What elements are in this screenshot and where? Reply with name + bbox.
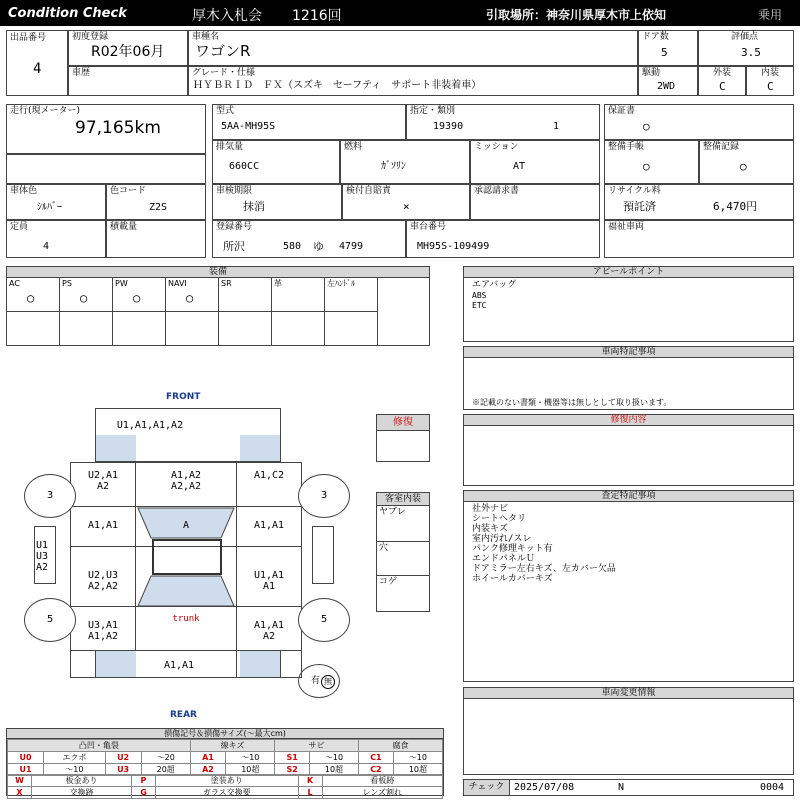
- tire-right-rear: [298, 598, 350, 642]
- mission-box: [470, 140, 600, 184]
- header-title: Condition Check: [8, 6, 127, 21]
- score-box: [698, 30, 794, 66]
- fuel-box: [340, 140, 470, 184]
- plate-number: 4799: [339, 241, 364, 252]
- repair-history-title: 修復: [377, 415, 429, 431]
- cc-label: 排気量: [216, 142, 244, 152]
- warranty-label: 保証書: [608, 106, 636, 116]
- equipment-mark: ○: [133, 291, 141, 305]
- assessment-panel: [463, 490, 794, 682]
- legend-code: A1: [190, 752, 226, 764]
- capacity-value: 4: [43, 241, 50, 252]
- recycle-status: 預託済: [623, 200, 656, 213]
- spare-tire-yes: 有: [311, 676, 321, 686]
- color-box: [6, 184, 106, 220]
- equipment-col-3: [166, 278, 219, 312]
- legend-meaning: 10超: [226, 764, 275, 776]
- load-label: 積載量: [110, 222, 138, 232]
- appeal-line-1: エアバッグ: [472, 280, 517, 290]
- damage-left-front-door: A1,A1: [87, 520, 119, 531]
- plate-box: [212, 220, 406, 258]
- name-box: [188, 30, 638, 66]
- name-label: 車種名: [192, 32, 220, 42]
- header-bar: [0, 0, 800, 26]
- spare-tire: [298, 664, 340, 698]
- equipment-label: PS: [62, 279, 72, 288]
- equipment-label: 左ﾊﾝﾄﾞﾙ: [327, 279, 355, 288]
- recycle-label: リサイクル料: [608, 186, 661, 196]
- welfare-label: 福祉車両: [608, 222, 645, 232]
- first-registration: R02年06月: [91, 44, 165, 60]
- tire-left-front: [24, 474, 76, 518]
- fuel-value: ｶﾞｿﾘﾝ: [381, 161, 406, 172]
- check-label: チェック: [464, 780, 510, 795]
- equipment-extra-cell: [325, 312, 378, 345]
- legend-meaning: 板金あり: [32, 775, 132, 787]
- legend-code: U1: [8, 764, 44, 776]
- legend-meaning: エクボ: [44, 752, 105, 764]
- lot-box: [6, 30, 68, 96]
- check-footer: [463, 779, 794, 796]
- legend-code: S2: [275, 764, 310, 776]
- headlight-left: [96, 435, 136, 461]
- pickup-location: 引取場所：神奈川県厚木市上依知: [486, 8, 667, 22]
- damage-side-mirror: U1 U3 A2: [36, 540, 49, 573]
- tire-left-rear: [24, 598, 76, 642]
- liability-box: [342, 184, 470, 220]
- model-box: [212, 104, 406, 140]
- legend-meaning: 看板跡: [322, 775, 442, 787]
- assessment-title: 査定特記事項: [464, 491, 793, 502]
- equipment-mark: ○: [186, 291, 194, 305]
- tire-left-rear-value: 5: [46, 614, 54, 625]
- mileage-box: [6, 104, 206, 154]
- roof-panel-box: [152, 539, 222, 575]
- equipment-col-6: [325, 278, 378, 312]
- damage-diagram: [0, 388, 370, 723]
- welfare-box: [604, 220, 794, 258]
- colorcode-label: 色コード: [110, 186, 147, 196]
- assessment-line: 内装キズ: [472, 524, 508, 534]
- equipment-extra-cell: [113, 312, 166, 345]
- record-label: 整備記録: [703, 142, 740, 152]
- colorcode-value: Z2S: [149, 202, 168, 213]
- equipment-title: 装備: [7, 267, 429, 278]
- auction-name: 厚木入札会: [192, 8, 262, 24]
- legend-title: 損傷記号＆損傷サイズ(〜最大cm): [7, 729, 443, 739]
- special-title: 車両特記事項: [464, 347, 793, 358]
- mileage-value: 97,165km: [75, 118, 161, 138]
- chassis-box: [406, 220, 600, 258]
- manual-value: ○: [643, 160, 650, 173]
- drive-label: 駆動: [642, 68, 661, 78]
- rear-label: REAR: [170, 710, 197, 720]
- drive-box: [638, 66, 698, 96]
- plate-kana: ゆ: [313, 240, 324, 253]
- interior-label: 内装: [761, 68, 780, 78]
- repair-content-panel: [463, 414, 794, 486]
- equipment-label: SR: [221, 279, 232, 288]
- inspection-label: 車検期限: [216, 186, 253, 196]
- assessment-line: エンドパネルＵ: [472, 554, 535, 564]
- assessment-line: パンク修理キット有: [472, 544, 553, 554]
- manual-box: [604, 140, 699, 184]
- capacity-label: 定員: [10, 222, 29, 232]
- model-label: 型式: [216, 106, 235, 116]
- damage-left-rear-door: U2,U3 A2,A2: [87, 570, 119, 592]
- damage-right-fender: A1,C2: [253, 470, 285, 481]
- special-note: ※記載のない書類・機器等は無しとして取り扱います。: [472, 398, 672, 407]
- model-value: 5AA-MH95S: [221, 121, 276, 132]
- equipment-mark: ○: [80, 291, 88, 305]
- special-notes-panel: [463, 346, 794, 410]
- legend-meaning: 20超: [141, 764, 190, 776]
- record-box: [699, 140, 794, 184]
- score-label: 評価点: [731, 32, 759, 42]
- appeal-panel: [463, 266, 794, 342]
- damage-left-quarter: U3,A1 A1,A2: [87, 620, 119, 642]
- damage-right-front-door: A1,A1: [253, 520, 285, 531]
- equipment-col-0: [7, 278, 60, 312]
- interior-grade: C: [767, 80, 774, 93]
- manual-label: 整備手帳: [608, 142, 645, 152]
- inspector: N: [618, 782, 625, 793]
- assessment-line: ドアミラー左右キズ、左カバー欠品: [472, 564, 616, 574]
- legend-code: K: [298, 775, 322, 787]
- repair-content-title: 修復内容: [464, 415, 793, 426]
- approval-label: 承認請求書: [474, 186, 520, 196]
- interior-row-tear: [377, 506, 429, 542]
- taillight-left: [96, 651, 136, 677]
- trunk-label: trunk: [172, 614, 200, 624]
- appeal-line-3: ETC: [472, 301, 487, 310]
- interior-box: [746, 66, 794, 96]
- legend-meaning: 〜10: [393, 752, 442, 764]
- vehicle-name: ワゴンR: [195, 42, 251, 60]
- recycle-fee: 6,470円: [713, 200, 758, 213]
- repair-history-box: [376, 414, 430, 462]
- tire-right-front: [298, 474, 350, 518]
- spec-value: 19390: [433, 121, 464, 132]
- liability-value: ×: [403, 200, 410, 213]
- legend-code: C1: [359, 752, 394, 764]
- appeal-title: アピールポイント: [464, 267, 793, 278]
- damage-left-fender: U2,A1 A2: [87, 470, 119, 492]
- plate-class: 580: [283, 241, 302, 252]
- damage-rear-panel: A1,A1: [163, 660, 195, 671]
- assessment-line: シートヘタリ: [472, 514, 527, 524]
- legend-code: C2: [359, 764, 394, 776]
- legend-group-dent: 凸凹・亀裂: [8, 740, 191, 752]
- plate-label: 登録番号: [216, 222, 253, 232]
- equipment-extra-cell: [7, 312, 60, 345]
- equipment-extra-cell: [272, 312, 325, 345]
- color-label: 車体色: [10, 186, 38, 196]
- equipment-extra-cell: [219, 312, 272, 345]
- tire-left-front-value: 3: [46, 490, 54, 501]
- mileage-extra-box: [6, 154, 206, 184]
- equipment-col-4: [219, 278, 272, 312]
- change-info-panel: [463, 687, 794, 775]
- lot-number: 4: [33, 61, 42, 77]
- equipment-label: PW: [115, 279, 128, 288]
- damage-roof-front: A1,A2 A2,A2: [170, 470, 202, 492]
- legend-meaning: 〜10: [44, 764, 105, 776]
- colorcode-box: [106, 184, 206, 220]
- legend-meaning: 10超: [309, 764, 358, 776]
- grade-value: ＨＹＢＲＩＤ ＦＸ（スズキ セーフティ サポート非装着車）: [193, 80, 482, 91]
- interior-item-burn: コゲ: [379, 577, 398, 587]
- legend-meaning: 塗装あり: [155, 775, 298, 787]
- legend-meaning: 10超: [393, 764, 442, 776]
- assessment-line: 室内汚れ/スレ: [472, 534, 532, 544]
- approval-box: [470, 184, 600, 220]
- grade-box: [188, 66, 638, 96]
- equipment-extra-cell: [60, 312, 113, 345]
- doors-box: [638, 30, 698, 66]
- tire-right-rear-value: 5: [320, 614, 328, 625]
- inspection-box: [212, 184, 342, 220]
- history-box: [68, 66, 188, 96]
- right-mirror-box: [312, 526, 334, 584]
- equipment-col-2: [113, 278, 166, 312]
- legend-code: P: [131, 775, 155, 787]
- equipment-label: AC: [9, 279, 20, 288]
- interior-damage-box: [376, 492, 430, 612]
- fuel-label: 燃料: [344, 142, 363, 152]
- interior-title: 客室内装: [377, 493, 429, 506]
- cc-value: 660CC: [229, 161, 260, 172]
- legend-group-scratch: 線キズ: [190, 740, 275, 752]
- cc-box: [212, 140, 340, 184]
- appeal-line-2: ABS: [472, 291, 487, 300]
- interior-item-hole: 穴: [379, 543, 389, 553]
- legend-code: X: [8, 787, 32, 799]
- legend-code: W: [8, 775, 32, 787]
- damage-right-rear-door: U1,A1 A1: [253, 570, 285, 592]
- legend-code: L: [298, 787, 322, 799]
- spec-label: 指定・類別: [410, 106, 456, 116]
- reg-box: [68, 30, 188, 66]
- doors-value: 5: [661, 46, 668, 59]
- reg-label: 初度登録: [72, 32, 109, 42]
- load-box: [106, 220, 206, 258]
- damage-hood: U1,A1,A1,A2: [116, 420, 184, 431]
- legend-meaning: 交換跡: [32, 787, 132, 799]
- class-value: 1: [553, 121, 560, 132]
- legend-meaning: レンズ割れ: [322, 787, 442, 799]
- color-value: ｼﾙﾊﾞｰ: [37, 202, 62, 213]
- plate-area: 所沢: [223, 240, 245, 253]
- damage-legend: [6, 728, 444, 796]
- exterior-label: 外装: [713, 68, 732, 78]
- exterior-box: [698, 66, 746, 96]
- vehicle-type: 乗用: [758, 8, 783, 22]
- equipment-label: 革: [274, 279, 282, 288]
- equipment-col-1: [60, 278, 113, 312]
- history-label: 車歴: [72, 68, 91, 78]
- damage-roof: A: [182, 520, 190, 531]
- exterior-grade: C: [719, 80, 726, 93]
- legend-code: U3: [105, 764, 141, 776]
- drive-value: 2WD: [657, 81, 676, 92]
- liability-label: 検付自賠責: [346, 186, 392, 196]
- check-date: 2025/07/08: [514, 782, 575, 793]
- legend-meaning: ガラス交換要: [155, 787, 298, 799]
- equipment-mark: ○: [27, 291, 35, 305]
- recycle-box: [604, 184, 794, 220]
- legend-code: U2: [105, 752, 141, 764]
- equipment-extra-cell: [166, 312, 219, 345]
- legend-group-corrosion: 腐食: [359, 740, 443, 752]
- assessment-line: 社外ナビ: [472, 504, 509, 514]
- chassis-value: MH95S-109499: [417, 241, 490, 252]
- interior-row-hole: [377, 542, 429, 576]
- doors-label: ドア数: [642, 32, 669, 42]
- legend-code: S1: [275, 752, 310, 764]
- spare-tire-no: 無: [321, 675, 335, 689]
- capacity-box: [6, 220, 106, 258]
- mileage-label: 走行(現メーター): [10, 106, 81, 116]
- equipment-col-5: [272, 278, 325, 312]
- score-value: 3.5: [741, 46, 761, 59]
- legend-meaning: 〜20: [141, 752, 190, 764]
- inspection-value: 抹消: [243, 200, 265, 213]
- sheet-number: 0004: [760, 782, 785, 793]
- legend-meaning: 〜10: [226, 752, 275, 764]
- mission-value: AT: [513, 161, 526, 172]
- legend-table-2: [7, 774, 443, 799]
- headlight-right: [240, 435, 280, 461]
- session-number: 1216回: [292, 8, 342, 24]
- legend-meaning: 〜10: [309, 752, 358, 764]
- interior-row-burn: [377, 576, 429, 611]
- legend-code: A2: [190, 764, 226, 776]
- assessment-line: ホイールカバーキズ: [472, 574, 553, 584]
- grade-label: グレード・仕様: [192, 68, 256, 78]
- legend-table: [7, 739, 443, 776]
- legend-group-rust: サビ: [275, 740, 359, 752]
- interior-item-tear: ヤブレ: [379, 507, 406, 517]
- change-title: 車両変更情報: [464, 688, 793, 699]
- lot-label: 出品番号: [10, 33, 47, 43]
- warranty-value: ○: [643, 120, 650, 133]
- equipment-table: [6, 266, 430, 346]
- spec-box: [406, 104, 600, 140]
- front-label: FRONT: [166, 392, 201, 402]
- tire-right-front-value: 3: [320, 490, 328, 501]
- record-value: ○: [740, 160, 747, 173]
- warranty-box: [604, 104, 794, 140]
- damage-right-quarter: A1,A1 A2: [253, 620, 285, 642]
- equipment-label: NAVI: [168, 279, 187, 288]
- legend-code: G: [131, 787, 155, 799]
- taillight-right: [240, 651, 280, 677]
- mission-label: ミッション: [474, 142, 519, 152]
- chassis-label: 車台番号: [410, 222, 447, 232]
- legend-code: U0: [8, 752, 44, 764]
